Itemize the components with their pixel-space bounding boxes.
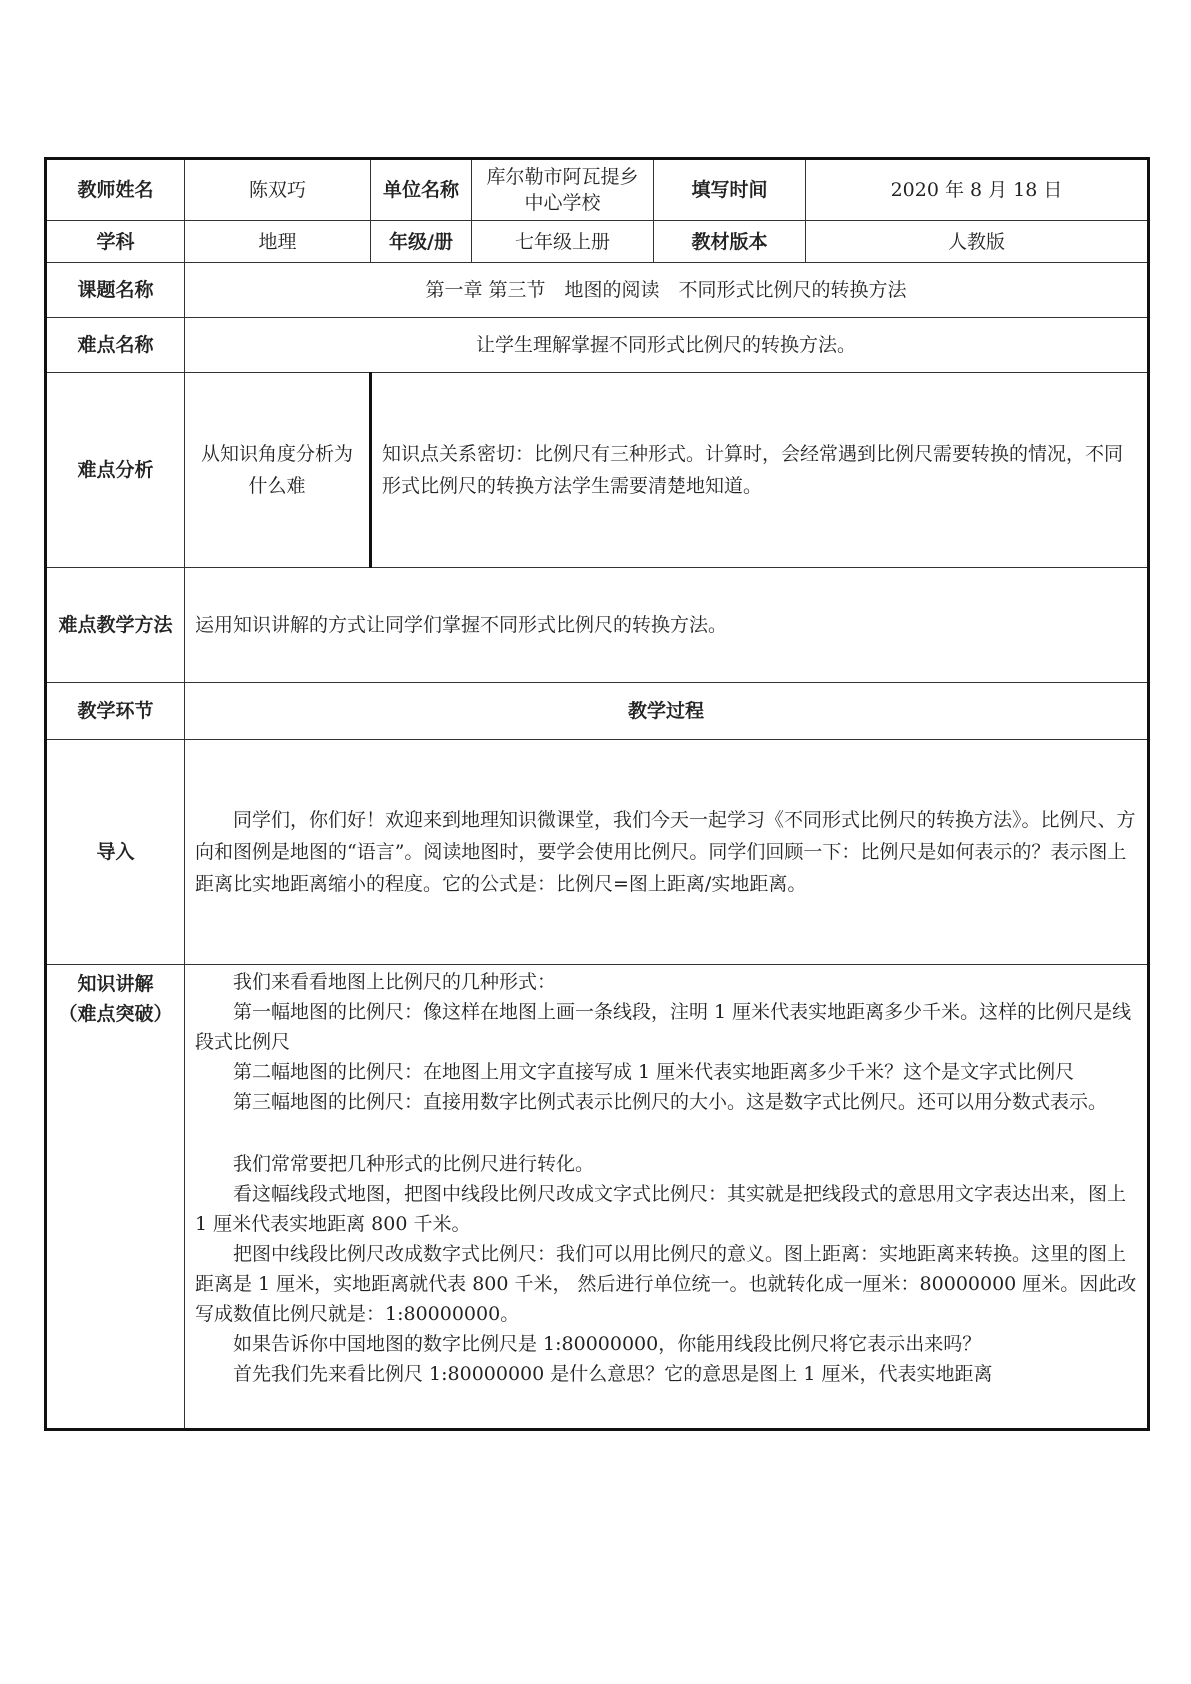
intro-paragraph: 同学们，你们好！欢迎来到地理知识微课堂，我们今天一起学习《不同形式比例尺的转换方法》。比例尺、方向和图例是地图的“语言”。阅读地图时，要学会使用比例尺。同学们回顾一下：比例尺是如何表示的？表示图上距离比实地距离缩小的程度。它的公式是：比例尺=图上距离/实地距离。 [195,809,1136,895]
method-text: 运用知识讲解的方式让同学们掌握不同形式比例尺的转换方法。 [185,568,1149,683]
explain-label [46,965,185,1430]
row-difficulty [46,318,1149,373]
row-intro [46,740,1149,965]
analysis-sub-label: 从知识角度分析为什么难 [185,373,371,568]
subject-value: 地理 [185,221,371,263]
explain-text [185,965,1149,1430]
process-label: 教学过程 [185,683,1149,740]
explain-paragraph-9: 首先我们先来看比例尺 1:80000000 是什么意思？它的意思是图上 1 厘米，代表实地距离 [233,1363,993,1385]
topic-value: 第一章 第三节 地图的阅读 不同形式比例尺的转换方法 [185,263,1149,318]
explain-paragraph-2: 第一幅地图的比例尺：像这样在地图上画一条线段，注明 1 厘米代表实地距离多少千米。这样的比例尺是线段式比例尺 [195,1001,1132,1053]
explain-paragraph-5: 我们常常要把几种形式的比例尺进行转化。 [233,1153,595,1175]
date-value: 2020 年 8 月 18 日 [806,159,1149,221]
row-method [46,568,1149,683]
grade-value: 七年级上册 [472,221,654,263]
intro-label: 导入 [46,740,185,965]
edition-value: 人教版 [806,221,1149,263]
analysis-label: 难点分析 [46,373,185,568]
stage-label: 教学环节 [46,683,185,740]
row-subject [46,221,1149,263]
row-teacher [46,159,1149,221]
lesson-plan-table [44,157,1150,1431]
row-analysis [46,373,1149,568]
lesson-plan-sheet [44,157,1147,1431]
analysis-text [371,373,1149,568]
date-label: 填写时间 [654,159,806,221]
row-topic [46,263,1149,318]
explain-paragraph-4: 第三幅地图的比例尺：直接用数字比例式表示比例尺的大小。这是数字式比例尺。还可以用分数式表示。 [233,1091,1108,1113]
explain-paragraph-8: 如果告诉你中国地图的数字比例尺是 1:80000000，你能用线段比例尺将它表示出来吗？ [233,1333,982,1355]
unit-value: 库尔勒市阿瓦提乡中心学校 [472,159,654,221]
explain-label-line1: 知识讲解 [77,973,154,995]
intro-text [185,740,1149,965]
difficulty-label: 难点名称 [46,318,185,373]
method-label: 难点教学方法 [46,568,185,683]
row-process-header [46,683,1149,740]
explain-label-line2: （难点突破） [58,1003,173,1025]
explain-paragraph-7: 把图中线段比例尺改成数字式比例尺：我们可以用比例尺的意义。图上距离：实地距离来转换。这里的图上距离是 1 厘米，实地距离就代表 800 千米， 然后进行单位统一。也就转化成一厘米：80000000 厘米。因此改写成数值比例尺就是：1:80000000。 [195,1243,1137,1325]
unit-label: 单位名称 [371,159,472,221]
teacher-value: 陈双巧 [185,159,371,221]
row-explain [46,965,1149,1430]
explain-paragraph-1: 我们来看看地图上比例尺的几种形式： [233,971,557,993]
explain-paragraph-3: 第二幅地图的比例尺：在地图上用文字直接写成 1 厘米代表实地距离多少千米？这个是文字式比例尺 [233,1061,1075,1083]
paragraph-gap [195,1117,1137,1149]
topic-label: 课题名称 [46,263,185,318]
edition-label: 教材版本 [654,221,806,263]
subject-label: 学科 [46,221,185,263]
teacher-label: 教师姓名 [46,159,185,221]
difficulty-value: 让学生理解掌握不同形式比例尺的转换方法。 [185,318,1149,373]
explain-paragraph-6: 看这幅线段式地图，把图中线段比例尺改成文字式比例尺：其实就是把线段式的意思用文字表达出来，图上 1 厘米代表实地距离 800 千米。 [195,1183,1127,1235]
analysis-paragraph: 知识点关系密切：比例尺有三种形式。计算时，会经常遇到比例尺需要转换的情况，不同形式比例尺的转换方法学生需要清楚地知道。 [382,443,1124,497]
grade-label: 年级/册 [371,221,472,263]
